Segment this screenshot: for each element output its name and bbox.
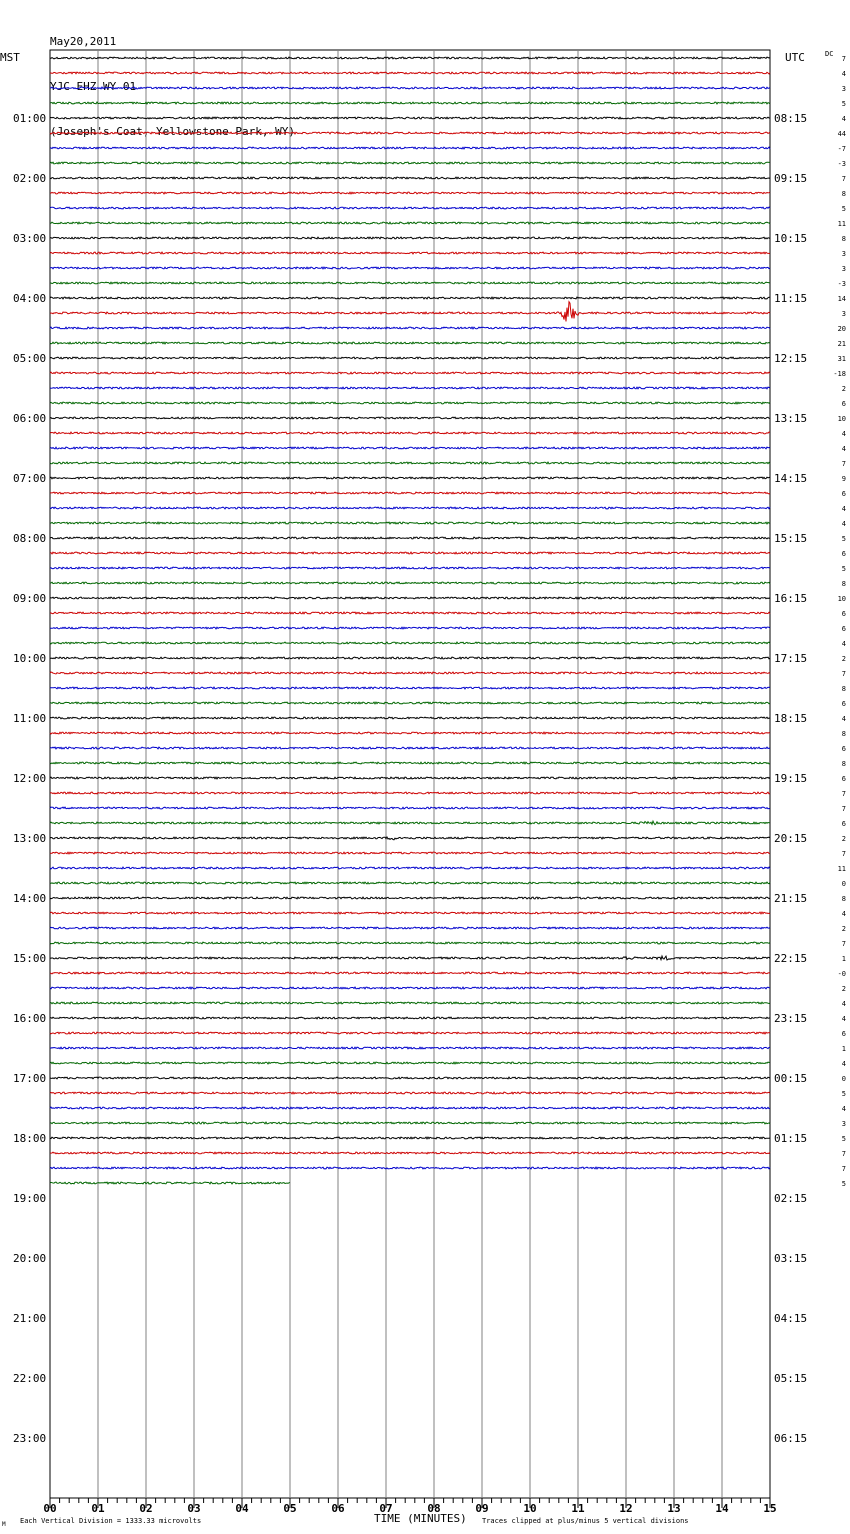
dc-offset-label: 20 [837,325,846,333]
right-hour-label: 11:15 [774,292,808,305]
right-hour-label: 12:15 [774,352,808,365]
seismic-trace-row [50,1182,290,1184]
dc-offset-label: 10 [837,415,846,423]
dc-offset-label: 11 [837,865,846,873]
dc-offset-label: 6 [841,775,846,783]
dc-offset-label: 8 [841,895,846,903]
seismic-trace-row [50,252,770,254]
left-hour-label: 16:00 [13,1012,47,1025]
seismic-trace-row [50,462,770,464]
dc-offset-label: 4 [841,640,846,648]
seismic-trace-row [50,1167,770,1169]
right-hour-label: 13:15 [774,412,808,425]
dc-offset-label: 14 [837,295,846,303]
right-hour-label: 18:15 [774,712,808,725]
seismic-trace-row [50,1047,770,1049]
seismic-trace-row [50,956,770,960]
right-hour-label: 06:15 [774,1432,808,1445]
dc-offset-label: 7 [841,790,846,798]
dc-offset-label: -3 [837,280,846,288]
clip-note: Traces clipped at plus/minus 5 vertical divisions [482,1517,689,1525]
left-hour-label: 23:00 [13,1432,47,1445]
seismic-trace-row [50,177,770,179]
seismic-trace-row [50,567,770,569]
seismic-trace-row [50,432,770,434]
right-hour-label: 09:15 [774,172,808,185]
left-hour-label: 01:00 [13,112,47,125]
x-tick-label: 07 [379,1502,393,1515]
dc-offset-label: 5 [841,1180,846,1188]
seismic-trace-row [50,1062,770,1064]
dc-offset-label: 4 [841,1015,846,1023]
left-hour-label: 13:00 [13,832,47,845]
seismic-trace-row [50,342,770,344]
dc-offset-label: 7 [841,940,846,948]
seismic-trace-row [50,672,770,674]
left-hour-label: 12:00 [13,772,47,785]
dc-offset-label: 8 [841,760,846,768]
dc-offset-label: 7 [841,670,846,678]
seismic-trace-row [50,477,770,479]
seismic-trace-row [50,417,770,419]
corner-mark: M [2,1521,6,1528]
right-hour-label: 05:15 [774,1372,808,1385]
x-tick-label: 01 [91,1502,105,1515]
left-hour-label: 08:00 [13,532,47,545]
x-tick-label: 08 [427,1502,441,1515]
right-hour-label: 03:15 [774,1252,808,1265]
dc-offset-label: 4 [841,520,846,528]
right-hour-label: 08:15 [774,112,808,125]
left-hour-label: 22:00 [13,1372,47,1385]
seismic-trace-row [50,702,770,704]
x-tick-label: 06 [331,1502,345,1515]
seismic-trace-row [50,402,770,404]
dc-offset-label: 1 [841,955,846,963]
seismic-trace-row [50,387,770,389]
dc-offset-label: 11 [837,220,846,228]
seismic-trace-row [50,972,770,974]
x-axis-title: TIME (MINUTES) [374,1512,467,1525]
seismic-trace-row [50,357,770,359]
dc-offset-label: 8 [841,235,846,243]
dc-offset-label: 0 [841,880,846,888]
dc-offset-label: 4 [841,910,846,918]
x-tick-label: 05 [283,1502,297,1515]
seismic-trace-row [50,732,770,734]
seismic-trace-row [50,267,770,269]
right-hour-label: 23:15 [774,1012,808,1025]
right-hour-label: 00:15 [774,1072,808,1085]
left-hour-label: 06:00 [13,412,47,425]
seismic-trace-row [50,1032,770,1034]
seismic-trace-row [50,1092,770,1094]
x-tick-label: 00 [43,1502,57,1515]
right-hour-label: 17:15 [774,652,808,665]
seismic-trace-row [50,1002,770,1004]
seismic-trace-row [50,57,770,59]
seismic-trace-row [50,1152,770,1154]
seismic-trace-row [50,1017,770,1019]
dc-offset-label: 3 [841,1120,846,1128]
seismic-trace-row [50,792,770,794]
dc-offset-label: 5 [841,565,846,573]
right-hour-label: 01:15 [774,1132,808,1145]
dc-offset-label: 6 [841,490,846,498]
x-tick-label: 03 [187,1502,201,1515]
dc-offset-label: -7 [837,145,846,153]
dc-offset-label: 10 [837,595,846,603]
right-hour-label: 20:15 [774,832,808,845]
dc-offset-label: 4 [841,715,846,723]
seismic-trace-row [50,987,770,989]
dc-offset-label: 6 [841,550,846,558]
dc-offset-label: 4 [841,115,846,123]
seismic-trace-row [50,222,770,224]
seismic-trace-row [50,372,770,374]
right-hour-label: 04:15 [774,1312,808,1325]
dc-offset-label: 8 [841,685,846,693]
x-tick-label: 11 [571,1502,585,1515]
left-hour-label: 02:00 [13,172,47,185]
x-tick-label: 10 [523,1502,537,1515]
seismic-trace-row [50,882,770,884]
vertical-division-note: Each Vertical Division = 1333.33 microvolts [20,1517,202,1525]
x-tick-label: 14 [715,1502,729,1515]
dc-offset-label: 2 [841,655,846,663]
seismic-trace-row [50,612,770,614]
seismic-trace-row [50,942,770,944]
dc-offset-label: -18 [833,370,846,378]
trace-layer [50,57,770,1184]
seismic-trace-row [50,807,770,809]
left-hour-label: 03:00 [13,232,47,245]
seismic-trace-row [50,821,770,825]
dc-offset-label: 21 [837,340,846,348]
seismic-trace-row [50,717,770,719]
dc-offset-label: 2 [841,385,846,393]
right-hour-label: 10:15 [774,232,808,245]
dc-offset-label: 2 [841,835,846,843]
dc-offset-label: 3 [841,265,846,273]
dc-offset-label: 6 [841,820,846,828]
dc-offset-label: 31 [837,355,846,363]
seismic-trace-row [50,927,770,929]
left-hour-label: 04:00 [13,292,47,305]
seismic-trace-row [50,537,770,539]
seismic-trace-row [50,1107,770,1109]
right-hour-label: 02:15 [774,1192,808,1205]
dc-offset-label: 3 [841,310,846,318]
x-tick-label: 09 [475,1502,489,1515]
left-hour-label: 11:00 [13,712,47,725]
left-timezone-label: MST [0,51,20,64]
dc-offset-label: 6 [841,400,846,408]
seismic-trace-row [50,297,770,299]
x-tick-label: 12 [619,1502,633,1515]
dc-offset-label: 44 [837,130,846,138]
left-hour-label: 17:00 [13,1072,47,1085]
left-hour-label: 21:00 [13,1312,47,1325]
seismic-trace-row [50,1122,770,1124]
seismic-trace-row [50,282,770,284]
dc-offset-label: 8 [841,190,846,198]
seismic-trace-row [50,1077,770,1079]
dc-offset-label: 4 [841,505,846,513]
left-hour-label: 20:00 [13,1252,47,1265]
seismic-trace-row [50,777,770,779]
seismic-trace-row [50,657,770,659]
seismic-trace-row [50,87,770,89]
seismic-trace-row [50,192,770,194]
dc-offset-label: 7 [841,460,846,468]
seismic-trace-row [50,302,770,322]
right-hour-label: 16:15 [774,592,808,605]
dc-offset-label: 6 [841,1030,846,1038]
dc-offset-label: 7 [841,175,846,183]
seismic-trace-row [50,492,770,494]
dc-offset-label: 6 [841,700,846,708]
dc-offset-label: 7 [841,850,846,858]
dc-offset-label: -3 [837,160,846,168]
seismic-trace-row [50,117,770,119]
left-hour-label: 09:00 [13,592,47,605]
dc-offset-label: 4 [841,430,846,438]
dc-offset-label: 8 [841,730,846,738]
x-tick-label: 13 [667,1502,681,1515]
dc-offset-label: 5 [841,1090,846,1098]
right-hour-label: 19:15 [774,772,808,785]
dc-offset-label: -0 [837,970,846,978]
seismic-trace-row [50,237,770,239]
seismic-trace-row [50,627,770,629]
left-hour-label: 14:00 [13,892,47,905]
seismic-trace-row [50,327,770,329]
seismic-trace-row [50,762,770,764]
seismic-trace-row [50,522,770,524]
dc-offset-label: 3 [841,250,846,258]
right-hour-label: 22:15 [774,952,808,965]
dc-header-label: DC [825,50,834,58]
dc-offset-label: 7 [841,1165,846,1173]
seismic-trace-row [50,597,770,599]
seismic-trace-row [50,837,770,840]
x-tick-label: 15 [763,1502,777,1515]
x-tick-label: 02 [139,1502,153,1515]
left-hour-label: 10:00 [13,652,47,665]
seismic-trace-row [50,162,770,164]
seismic-trace-row [50,867,770,869]
dc-offset-label: 6 [841,745,846,753]
left-hour-label: 15:00 [13,952,47,965]
dc-offset-label: 5 [841,100,846,108]
label-layer [0,50,846,1528]
dc-offset-label: 6 [841,625,846,633]
dc-offset-label: 8 [841,580,846,588]
dc-offset-label: 3 [841,85,846,93]
right-hour-label: 14:15 [774,472,808,485]
seismic-trace-row [50,642,770,644]
date-label: May20,2011 [50,35,117,48]
seismic-trace-row [50,1137,770,1139]
seismic-trace-row [50,102,770,104]
seismic-trace-row [50,507,770,509]
dc-offset-label: 1 [841,1045,846,1053]
left-hour-label: 19:00 [13,1192,47,1205]
dc-offset-label: 7 [841,805,846,813]
dc-offset-label: 4 [841,445,846,453]
dc-offset-label: 2 [841,985,846,993]
dc-offset-label: 4 [841,1105,846,1113]
seismic-trace-row [50,912,770,914]
dc-offset-label: 5 [841,205,846,213]
station-label: YJC EHZ WY 01 [50,80,137,93]
dc-offset-label: 7 [841,55,846,63]
dc-offset-label: 4 [841,70,846,78]
seismic-trace-row [50,207,770,209]
seismic-trace-row [50,582,770,584]
seismic-trace-row [50,72,770,74]
left-hour-label: 05:00 [13,352,47,365]
seismic-trace-row [50,687,770,689]
x-tick-label: 04 [235,1502,249,1515]
dc-offset-label: 5 [841,535,846,543]
location-label: (Joseph's Coat, Yellowstone Park, WY) [50,125,296,138]
dc-offset-label: 6 [841,610,846,618]
seismic-trace-row [50,747,770,749]
seismic-trace-row [50,447,770,449]
dc-offset-label: 4 [841,1060,846,1068]
seismic-trace-row [50,897,770,899]
seismic-trace-row [50,552,770,554]
dc-offset-label: 7 [841,1150,846,1158]
seismic-trace-row [50,852,770,854]
left-hour-label: 18:00 [13,1132,47,1145]
right-hour-label: 15:15 [774,532,808,545]
right-timezone-label: UTC [785,51,805,64]
dc-offset-label: 2 [841,925,846,933]
dc-offset-label: 4 [841,1000,846,1008]
right-hour-label: 21:15 [774,892,808,905]
dc-offset-label: 0 [841,1075,846,1083]
dc-offset-label: 5 [841,1135,846,1143]
seismic-trace-row [50,132,770,134]
left-hour-label: 07:00 [13,472,47,485]
seismic-trace-row [50,147,770,149]
dc-offset-label: 9 [841,475,846,483]
